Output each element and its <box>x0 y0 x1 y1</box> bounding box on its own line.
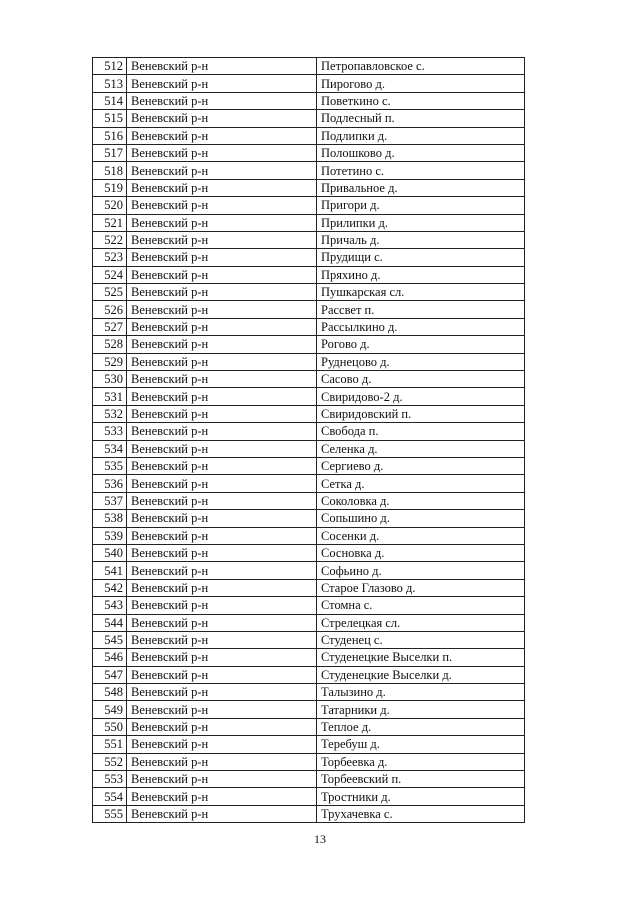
table-row <box>93 805 525 822</box>
district-name: Веневский р-н <box>127 649 317 666</box>
settlement-name: Подлесный п. <box>317 110 525 127</box>
row-number: 525 <box>93 284 127 301</box>
row-number: 535 <box>93 457 127 474</box>
row-number: 538 <box>93 510 127 527</box>
row-number: 512 <box>93 58 127 75</box>
table-row <box>93 371 525 388</box>
row-number: 524 <box>93 266 127 283</box>
table-row <box>93 127 525 144</box>
table-row <box>93 388 525 405</box>
settlement-name: Селенка д. <box>317 440 525 457</box>
row-number: 513 <box>93 75 127 92</box>
settlement-name: Пряхино д. <box>317 266 525 283</box>
table-row <box>93 162 525 179</box>
row-number: 544 <box>93 614 127 631</box>
table-row <box>93 614 525 631</box>
row-number: 552 <box>93 753 127 770</box>
district-name: Веневский р-н <box>127 197 317 214</box>
row-number: 530 <box>93 371 127 388</box>
table-row <box>93 579 525 596</box>
row-number: 543 <box>93 597 127 614</box>
district-name: Веневский р-н <box>127 127 317 144</box>
settlement-name: Рассвет п. <box>317 301 525 318</box>
table-row <box>93 214 525 231</box>
table-row <box>93 631 525 648</box>
settlement-name: Сосновка д. <box>317 544 525 561</box>
settlement-name: Привальное д. <box>317 179 525 196</box>
table-row <box>93 649 525 666</box>
table-row <box>93 701 525 718</box>
settlement-name: Поветкино с. <box>317 92 525 109</box>
district-name: Веневский р-н <box>127 666 317 683</box>
district-name: Веневский р-н <box>127 457 317 474</box>
table-row <box>93 318 525 335</box>
settlement-name: Рогово д. <box>317 336 525 353</box>
district-name: Веневский р-н <box>127 284 317 301</box>
table-row <box>93 301 525 318</box>
row-number: 534 <box>93 440 127 457</box>
row-number: 516 <box>93 127 127 144</box>
table-row <box>93 231 525 248</box>
row-number: 532 <box>93 405 127 422</box>
settlement-name: Сергиево д. <box>317 457 525 474</box>
district-name: Веневский р-н <box>127 718 317 735</box>
settlement-name: Петропавловское с. <box>317 58 525 75</box>
row-number: 526 <box>93 301 127 318</box>
settlement-name: Тростники д. <box>317 788 525 805</box>
district-name: Веневский р-н <box>127 388 317 405</box>
settlement-name: Студенецкие Выселки п. <box>317 649 525 666</box>
settlement-name: Сетка д. <box>317 475 525 492</box>
settlement-name: Трухачевка с. <box>317 805 525 822</box>
row-number: 522 <box>93 231 127 248</box>
settlement-name: Пирогово д. <box>317 75 525 92</box>
district-name: Веневский р-н <box>127 266 317 283</box>
table-row <box>93 353 525 370</box>
table-row <box>93 597 525 614</box>
row-number: 548 <box>93 684 127 701</box>
table-row <box>93 736 525 753</box>
district-name: Веневский р-н <box>127 631 317 648</box>
settlement-name: Сасово д. <box>317 371 525 388</box>
page-number: 13 <box>314 832 326 846</box>
table-row <box>93 284 525 301</box>
table-row <box>93 562 525 579</box>
settlement-name: Теплое д. <box>317 718 525 735</box>
settlement-name: Сосенки д. <box>317 527 525 544</box>
row-number: 520 <box>93 197 127 214</box>
settlement-name: Торбеевка д. <box>317 753 525 770</box>
district-name: Веневский р-н <box>127 788 317 805</box>
district-name: Веневский р-н <box>127 249 317 266</box>
settlement-name: Прудищи с. <box>317 249 525 266</box>
settlement-name: Сопьшино д. <box>317 510 525 527</box>
settlement-name: Причаль д. <box>317 231 525 248</box>
district-name: Веневский р-н <box>127 353 317 370</box>
district-name: Веневский р-н <box>127 405 317 422</box>
table-row <box>93 266 525 283</box>
table-row <box>93 753 525 770</box>
table-row <box>93 110 525 127</box>
table-row <box>93 510 525 527</box>
district-name: Веневский р-н <box>127 701 317 718</box>
settlement-name: Талызино д. <box>317 684 525 701</box>
table-row <box>93 771 525 788</box>
row-number: 533 <box>93 423 127 440</box>
district-name: Веневский р-н <box>127 58 317 75</box>
settlement-name: Татарники д. <box>317 701 525 718</box>
row-number: 539 <box>93 527 127 544</box>
row-number: 551 <box>93 736 127 753</box>
table-row <box>93 144 525 161</box>
table-row <box>93 718 525 735</box>
row-number: 546 <box>93 649 127 666</box>
row-number: 515 <box>93 110 127 127</box>
table-row <box>93 684 525 701</box>
district-name: Веневский р-н <box>127 423 317 440</box>
district-name: Веневский р-н <box>127 231 317 248</box>
district-name: Веневский р-н <box>127 527 317 544</box>
row-number: 521 <box>93 214 127 231</box>
district-name: Веневский р-н <box>127 736 317 753</box>
table-row <box>93 457 525 474</box>
district-name: Веневский р-н <box>127 336 317 353</box>
row-number: 540 <box>93 544 127 561</box>
row-number: 541 <box>93 562 127 579</box>
row-number: 550 <box>93 718 127 735</box>
table-row <box>93 423 525 440</box>
row-number: 555 <box>93 805 127 822</box>
settlement-name: Торбеевский п. <box>317 771 525 788</box>
row-number: 536 <box>93 475 127 492</box>
district-name: Веневский р-н <box>127 75 317 92</box>
district-name: Веневский р-н <box>127 579 317 596</box>
district-name: Веневский р-н <box>127 475 317 492</box>
table-row <box>93 788 525 805</box>
row-number: 531 <box>93 388 127 405</box>
table-row <box>93 544 525 561</box>
district-name: Веневский р-н <box>127 562 317 579</box>
district-name: Веневский р-н <box>127 440 317 457</box>
settlement-name: Студенецкие Выселки д. <box>317 666 525 683</box>
settlement-name: Стомна с. <box>317 597 525 614</box>
settlement-name: Теребуш д. <box>317 736 525 753</box>
district-name: Веневский р-н <box>127 510 317 527</box>
settlement-name: Свиридово-2 д. <box>317 388 525 405</box>
settlement-name: Соколовка д. <box>317 492 525 509</box>
district-name: Веневский р-н <box>127 110 317 127</box>
settlement-name: Рассылкино д. <box>317 318 525 335</box>
district-name: Веневский р-н <box>127 805 317 822</box>
table-row <box>93 475 525 492</box>
district-name: Веневский р-н <box>127 318 317 335</box>
table-row <box>93 58 525 75</box>
settlement-name: Софьино д. <box>317 562 525 579</box>
settlement-name: Потетино с. <box>317 162 525 179</box>
district-name: Веневский р-н <box>127 162 317 179</box>
settlement-name: Пушкарская сл. <box>317 284 525 301</box>
row-number: 517 <box>93 144 127 161</box>
settlements-table-body <box>93 58 525 823</box>
district-name: Веневский р-н <box>127 771 317 788</box>
row-number: 519 <box>93 179 127 196</box>
settlement-name: Студенец с. <box>317 631 525 648</box>
settlement-name: Стрелецкая сл. <box>317 614 525 631</box>
table-row <box>93 92 525 109</box>
district-name: Веневский р-н <box>127 301 317 318</box>
district-name: Веневский р-н <box>127 144 317 161</box>
settlement-name: Полошково д. <box>317 144 525 161</box>
settlement-name: Руднецово д. <box>317 353 525 370</box>
table-row <box>93 440 525 457</box>
row-number: 542 <box>93 579 127 596</box>
settlement-name: Прилипки д. <box>317 214 525 231</box>
district-name: Веневский р-н <box>127 92 317 109</box>
settlement-name: Свобода п. <box>317 423 525 440</box>
row-number: 549 <box>93 701 127 718</box>
row-number: 545 <box>93 631 127 648</box>
district-name: Веневский р-н <box>127 214 317 231</box>
table-row <box>93 492 525 509</box>
row-number: 537 <box>93 492 127 509</box>
table-row <box>93 527 525 544</box>
district-name: Веневский р-н <box>127 753 317 770</box>
table-row <box>93 197 525 214</box>
settlement-name: Пригори д. <box>317 197 525 214</box>
table-row <box>93 336 525 353</box>
table-row <box>93 179 525 196</box>
table-row <box>93 75 525 92</box>
settlement-name: Свиридовский п. <box>317 405 525 422</box>
district-name: Веневский р-н <box>127 614 317 631</box>
row-number: 529 <box>93 353 127 370</box>
row-number: 514 <box>93 92 127 109</box>
district-name: Веневский р-н <box>127 544 317 561</box>
row-number: 547 <box>93 666 127 683</box>
row-number: 528 <box>93 336 127 353</box>
table-row <box>93 249 525 266</box>
row-number: 553 <box>93 771 127 788</box>
district-name: Веневский р-н <box>127 492 317 509</box>
district-name: Веневский р-н <box>127 597 317 614</box>
district-name: Веневский р-н <box>127 179 317 196</box>
row-number: 527 <box>93 318 127 335</box>
row-number: 523 <box>93 249 127 266</box>
row-number: 554 <box>93 788 127 805</box>
table-row <box>93 405 525 422</box>
settlements-table <box>92 57 525 823</box>
settlement-name: Старое Глазово д. <box>317 579 525 596</box>
district-name: Веневский р-н <box>127 684 317 701</box>
district-name: Веневский р-н <box>127 371 317 388</box>
table-row <box>93 666 525 683</box>
settlement-name: Подлипки д. <box>317 127 525 144</box>
row-number: 518 <box>93 162 127 179</box>
